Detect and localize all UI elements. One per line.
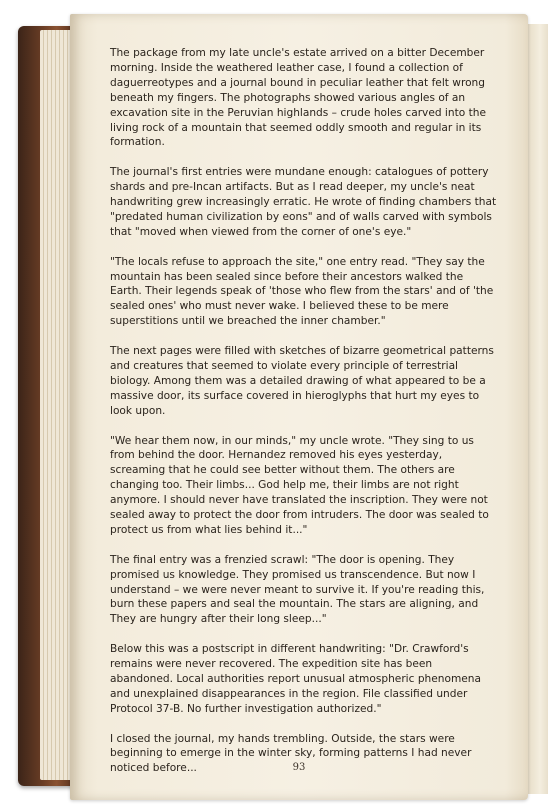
page-number: 93 [292, 762, 306, 773]
paragraph: The package from my late uncle's estate arrived on a bitter December morning. Inside the weathered leather case, I found a collection of daguerreotypes and a journal bound in peculiar leather that felt wrong beneath my fingers. The photographs showed various angles of an excavation site in the Peruvian highlands – crude holes carved into the living rock of a mountain that seemed oddly smooth and regular in its formation. [110, 47, 486, 149]
book-page [70, 14, 528, 800]
paragraph: The final entry was a frenzied scrawl: "The door is opening. They promised us knowledge. They promised us transcendence. But now I understand – we were never meant to survive it. If you're reading this, burn these papers and seal the mountain. The stars are aligning, and They are hungry after their long sleep..." [110, 553, 485, 626]
next-page-edge [527, 24, 548, 794]
paragraph: "The locals refuse to approach the site," one entry read. "They say the mountain has been sealed since before their ancestors walked the Earth. Their legends speak of 'those who flew from the stars' and of 'the sealed ones' who must never wake. I believed these to be mere superstitions until we breached the inner chamber." [110, 255, 494, 328]
page-text [110, 46, 498, 791]
page-stack-edge [40, 30, 74, 780]
paragraph: I closed the journal, my hands trembling. Outside, the stars were beginning to emerge in the winter sky, forming patterns I had never noticed before... [110, 732, 472, 775]
paragraph: The journal's first entries were mundane enough: catalogues of pottery shards and pre-Incan artifacts. But as I read deeper, my uncle's neat handwriting grew increasingly erratic. He wrote of finding chambers that "predated human civilization by eons" and of walls carved with symbols that "moved when viewed from the corner of one's eye." [110, 166, 497, 238]
paragraph: The next pages were filled with sketches of bizarre geometrical patterns and creatures that seemed to violate every principle of terrestrial biology. Among them was a detailed drawing of what appeared to be a massive door, its surface covered in hieroglyphs that hurt my eyes to look upon. [110, 345, 494, 417]
paragraph: "We hear them now, in our minds," my uncle wrote. "They sing to us from behind the door. Hernandez removed his eyes yesterday, screaming that he could see better without them. The others are changing too. Their limbs... God help me, their limbs are not right anymore. I should never have translated the inscription. They were not sealed away to protect the door from intruders. The door was sealed to protect us from what lies behind it..." [110, 434, 489, 536]
paragraph: Below this was a postscript in different handwriting: "Dr. Crawford's remains were never recovered. The expedition site has been abandoned. Local authorities report unusual atmospheric phenomena and unexplained disappearances in the region. File classified under Protocol 37-B. No further investigation authorized." [110, 643, 482, 715]
